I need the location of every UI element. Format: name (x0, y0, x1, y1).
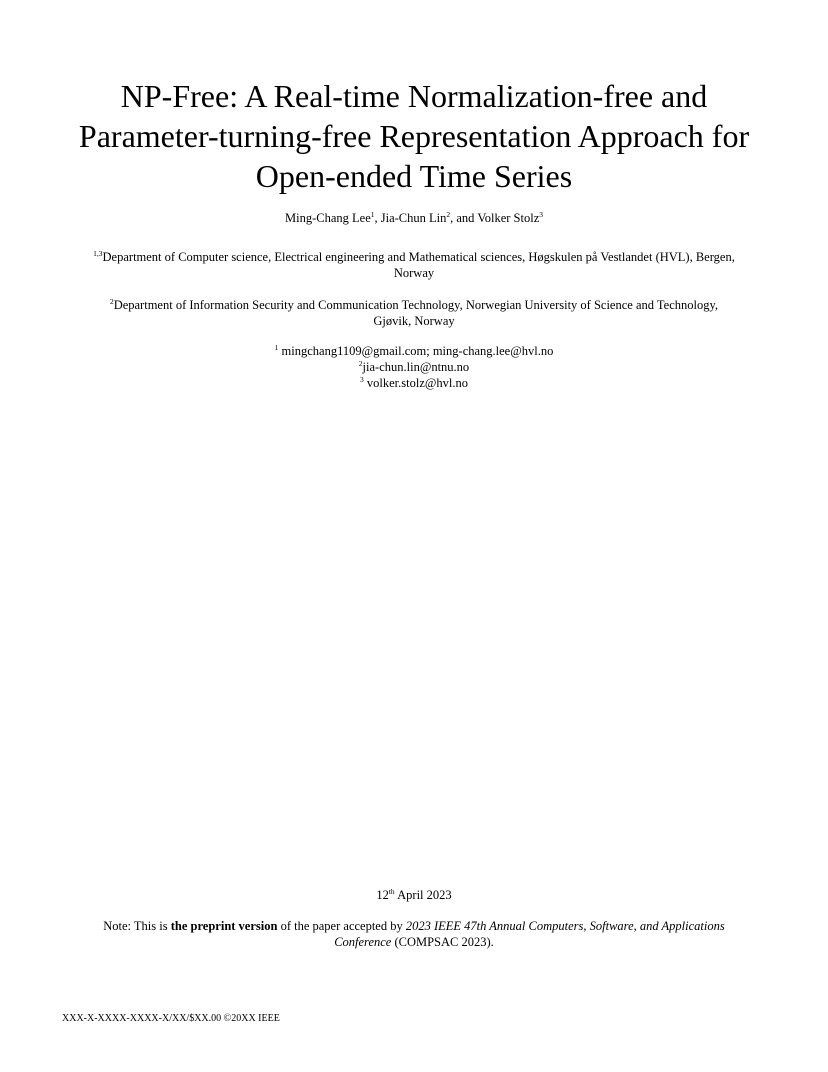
affiliation-2 (60, 297, 768, 329)
title-line-2: Parameter-turning-free Representation Approach for (78, 118, 750, 154)
author-name: Volker Stolz (477, 211, 540, 225)
affiliation-line (60, 249, 768, 265)
email-superscript: 2 (358, 358, 363, 368)
title-line-3: Open-ended Time Series (255, 158, 573, 194)
author-separator: , (374, 211, 381, 225)
email-line (40, 343, 788, 359)
author-superscript: 1 (370, 209, 375, 219)
email-text: volker.stolz@hvl.no (363, 376, 468, 390)
note-bold: the preprint version (170, 919, 278, 933)
affiliation-1 (60, 249, 768, 281)
date-month-year: April 2023 (394, 888, 452, 902)
title-line-1: NP-Free: A Real-time Normalization-free and (120, 78, 708, 114)
author-superscript: 2 (446, 209, 451, 219)
email-text: mingchang1109@gmail.com; ming-chang.lee@hvl.no (278, 344, 554, 358)
date-day-suffix: th (388, 886, 395, 896)
email-list (40, 343, 788, 391)
email-line (40, 375, 788, 391)
note-prefix: Note: This is (103, 919, 171, 933)
affiliation-superscript: 2 (109, 296, 114, 306)
note-line (60, 918, 768, 934)
note-line (60, 934, 768, 950)
author-superscript: 3 (539, 209, 543, 219)
author-list (40, 210, 788, 226)
affiliation-text: Department of Information Security and Communication Technology, Norwegian University of Science and Technology, (113, 298, 719, 312)
affiliation-superscript: 1,3 (93, 248, 103, 258)
author-separator: , and (450, 211, 478, 225)
affiliation-line (60, 297, 768, 313)
date-day: 12 (376, 888, 389, 902)
note-middle: of the paper accepted by (277, 919, 406, 933)
note-venue: 2023 IEEE 47th Annual Computers, Software, and Applications (405, 919, 725, 933)
preprint-note (60, 918, 768, 950)
email-line (40, 359, 788, 375)
note-venue-cont: Conference (334, 935, 392, 949)
copyright-footer: XXX-X-XXXX-XXXX-X/XX/$XX.00 ©20XX IEEE (62, 1013, 280, 1024)
affiliation-text: Department of Computer science, Electrical engineering and Mathematical sciences, Høgskulen på Vestlandet (HVL), Bergen, (102, 250, 735, 264)
email-superscript: 1 (274, 342, 279, 352)
note-suffix: (COMPSAC 2023). (391, 935, 494, 949)
author-name: Ming-Chang Lee (285, 211, 371, 225)
affiliation-line: Gjøvik, Norway (373, 314, 455, 328)
affiliation-line: Norway (393, 266, 435, 280)
publication-date (40, 887, 788, 903)
paper-title (40, 76, 788, 196)
email-superscript: 3 (360, 374, 364, 384)
email-text: jia-chun.lin@ntnu.no (362, 360, 470, 374)
author-name: Jia-Chun Lin (380, 211, 447, 225)
